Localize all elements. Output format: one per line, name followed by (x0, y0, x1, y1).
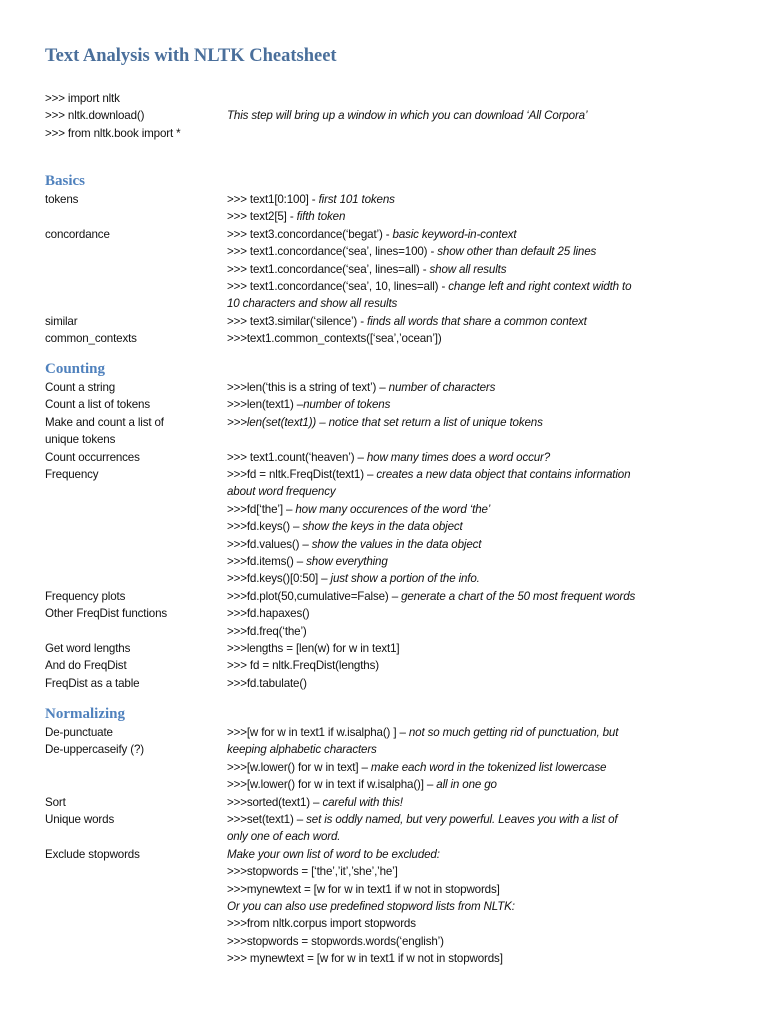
section-1-row-2-code: >>> text2[5] - (227, 210, 297, 224)
section-3-row-6-note: set is oddly named, but very powerful. Leaves you with a list of (306, 813, 618, 826)
section-2-row-13-code: >>>fd.plot(50,cumulative=False) – (227, 589, 402, 603)
intro-row-2-label: >>> nltk.download() (45, 109, 145, 123)
section-1-row-8-label: similar (45, 314, 78, 328)
section-2-row-6-code: >>>fd = nltk.FreqDist(text1) – (227, 468, 377, 481)
section-3-row-13-code: >>>stopwords = stopwords.words(‘english’) (227, 934, 444, 948)
section-3-row-8-content (227, 846, 757, 863)
section-3-row-11-note: Or you can also use predefined stopword lists from NLTK: (227, 900, 515, 913)
section-1-row-4-content (227, 243, 757, 260)
section-2-row-8-content (227, 501, 757, 518)
section-2-row-7-content (227, 483, 757, 500)
section-3-row-11-content (227, 898, 757, 915)
section-2-row-15-content (227, 623, 757, 640)
intro-row-3-label: >>> from nltk.book import * (45, 126, 181, 140)
section-2-row-18-label: FreqDist as a table (45, 676, 140, 690)
section-2-row-14-code: >>>fd.hapaxes() (227, 607, 310, 621)
section-2-row-13-content (227, 588, 757, 605)
section-2-row-11-code: >>>fd.items() – (227, 555, 307, 568)
section-3-row-6-code: >>>set(text1) – (227, 813, 307, 826)
section-2-row-15-code: >>>fd.freq(‘the’) (227, 624, 307, 638)
section-2-row-12-code: >>>fd.keys()[0:50] – (227, 572, 331, 586)
section-1-row-1-note: first 101 tokens (318, 193, 395, 206)
section-1-row-9-content (227, 330, 757, 347)
section-2-row-17-label: And do FreqDist (45, 659, 127, 673)
section-1-row-4-note: show other than default 25 lines (437, 245, 597, 259)
section-3-row-5-content (227, 794, 757, 811)
section-2-row-7-note: about word frequency (227, 485, 336, 499)
section-3-row-1-label: De-punctuate (45, 726, 113, 739)
section-1-row-1-code: >>> text1[0:100] - (227, 193, 319, 206)
section-3-row-4-code: >>>[w.lower() for w in text if w.isalpha()] – (227, 778, 437, 792)
intro-row-1-label: >>> import nltk (45, 92, 120, 105)
section-3-row-4-note: all in one go (436, 778, 497, 792)
page-title: Text Analysis with NLTK Cheatsheet (45, 46, 337, 66)
section-2-row-18-code: >>>fd.tabulate() (227, 676, 307, 690)
section-3-row-2-note: keeping alphabetic characters (227, 743, 377, 757)
section-1-row-1-label: tokens (45, 193, 79, 206)
section-3-row-7-note: only one of each word. (227, 830, 341, 844)
section-1-row-9-label: common_contexts (45, 332, 137, 346)
section-3-row-8-note: Make your own list of word to be excluded: (227, 847, 440, 861)
section-2-row-1-note: number of characters (388, 381, 496, 394)
section-2-row-9-content (227, 518, 757, 535)
section-3-row-4-content (227, 776, 757, 793)
section-3-row-6-label: Unique words (45, 813, 115, 826)
section-2-row-6-note: creates a new data object that contains information (376, 468, 631, 481)
section-1-row-5-content (227, 261, 757, 278)
section-3-row-13-content (227, 933, 757, 950)
section-1-row-6-content (227, 278, 757, 295)
section-3-row-7-content (227, 828, 757, 845)
section-3-row-2-content (227, 741, 757, 758)
section-3-row-2-label: De-uppercaseify (?) (45, 743, 144, 757)
section-1-row-6-note: change left and right context width to (448, 280, 632, 293)
section-1-row-3-content (227, 226, 757, 243)
section-2-row-2-code: >>>len(text1) – (227, 398, 304, 412)
section-1-row-7-content (227, 295, 757, 312)
section-1-row-3-label: concordance (45, 227, 110, 241)
section-3-row-1-code: >>>[w for w in text1 if w.isalpha() ] – (227, 726, 409, 739)
section-2-row-5-content (227, 449, 757, 466)
section-2-row-12-note: just show a portion of the info. (330, 572, 480, 586)
section-2-row-2-note: number of tokens (303, 398, 391, 412)
section-2-row-14-content (227, 605, 757, 622)
section-1-row-5-code: >>> text1.concordance(‘sea’, lines=all) - (227, 262, 430, 276)
section-2-row-2-label: Count a list of tokens (45, 398, 150, 412)
section-2-row-10-content (227, 536, 757, 553)
section-1-row-8-note: finds all words that share a common context (367, 314, 587, 328)
section-2-row-13-note: generate a chart of the 50 most frequent words (401, 589, 636, 603)
section-2-row-3-label: Make and count a list of (45, 415, 164, 429)
section-2-row-11-note: show everything (306, 555, 388, 568)
section-2-row-5-note: how many times does a word occur? (366, 450, 551, 464)
intro-row-2-content (227, 107, 757, 124)
section-2-row-9-note: show the keys in the data object (302, 520, 463, 534)
section-2-row-2-content (227, 396, 757, 413)
section-2-row-16-code: >>>lengths = [len(w) for w in text1] (227, 642, 400, 655)
section-1-row-2-content (227, 208, 757, 225)
section-3-row-3-note: make each word in the tokenized list lowercase (370, 760, 607, 774)
section-1-row-1-content (227, 191, 757, 208)
section-2-row-11-content (227, 553, 757, 570)
section-3-row-14-code: >>> mynewtext = [w for w in text1 if w not in stopwords] (227, 952, 503, 966)
section-2-row-1-content (227, 379, 757, 396)
section-2-row-5-label: Count occurrences (45, 450, 140, 464)
section-1-row-7-note: 10 characters and show all results (227, 297, 398, 311)
section-2-row-5-code: >>> text1.count(‘heaven’) – (227, 450, 367, 464)
section-1-row-6-code: >>> text1.concordance(‘sea’, 10, lines=all) - (227, 280, 449, 293)
section-2-row-10-code: >>>fd.values() – (227, 537, 312, 551)
section-3-row-5-note: careful with this! (322, 795, 403, 809)
section-3-row-10-code: >>>mynewtext = [w for w in text1 if w not in stopwords] (227, 882, 500, 896)
section-2-row-10-note: show the values in the data object (311, 537, 482, 551)
section-heading-normalizing: Normalizing (45, 706, 125, 722)
section-3-row-12-content (227, 915, 757, 932)
section-3-row-12-code: >>>from nltk.corpus import stopwords (227, 917, 416, 931)
section-1-row-5-note: show all results (429, 262, 507, 276)
section-heading-basics: Basics (45, 173, 86, 189)
section-2-row-8-note: how many occurences of the word ‘the’ (295, 502, 491, 516)
section-3-row-1-content (227, 724, 757, 741)
section-1-row-4-code: >>> text1.concordance(‘sea’, lines=100) - (227, 245, 438, 259)
section-2-row-18-content (227, 675, 757, 692)
section-2-row-8-code: >>>fd[‘the’] – (227, 502, 296, 516)
section-2-row-3-note: >>>len(set(text1)) – notice that set return a list of unique tokens (227, 415, 543, 429)
section-3-row-14-content (227, 950, 757, 967)
section-3-row-1-note: not so much getting rid of punctuation, but (408, 726, 619, 739)
section-1-row-2-note: fifth token (296, 210, 346, 224)
section-3-row-6-content (227, 811, 757, 828)
section-3-row-9-code: >>>stopwords = [‘the’,’it’,’she’,’he’] (227, 865, 398, 879)
section-1-row-8-code: >>> text3.similar(‘silence’) - (227, 314, 367, 328)
section-2-row-6-content (227, 466, 757, 483)
section-3-row-5-label: Sort (45, 795, 66, 809)
section-2-row-16-content (227, 640, 757, 657)
section-2-row-9-code: >>>fd.keys() – (227, 520, 303, 534)
section-2-row-17-code: >>> fd = nltk.FreqDist(lengths) (227, 659, 379, 673)
section-2-row-13-label: Frequency plots (45, 589, 126, 603)
section-2-row-12-content (227, 570, 757, 587)
section-1-row-8-content (227, 313, 757, 330)
section-1-row-3-code: >>> text3.concordance(‘begat’) - (227, 227, 393, 241)
section-3-row-8-label: Exclude stopwords (45, 847, 140, 861)
section-3-row-9-content (227, 863, 757, 880)
section-2-row-1-code: >>>len(‘this is a string of text’) – (227, 381, 389, 394)
section-3-row-5-code: >>>sorted(text1) – (227, 795, 323, 809)
section-2-row-17-content (227, 657, 757, 674)
section-3-row-10-content (227, 881, 757, 898)
intro-row-2-note: This step will bring up a window in which you can download ‘All Corpora’ (227, 109, 588, 123)
section-2-row-3-content (227, 414, 757, 431)
section-2-row-6-label: Frequency (45, 468, 99, 481)
section-2-row-16-label: Get word lengths (45, 642, 131, 655)
section-3-row-3-content (227, 759, 757, 776)
section-2-row-4-label: unique tokens (45, 433, 116, 447)
section-3-row-3-code: >>>[w.lower() for w in text] – (227, 760, 371, 774)
section-2-row-1-label: Count a string (45, 381, 116, 394)
section-1-row-3-note: basic keyword-in-context (392, 227, 517, 241)
section-heading-counting: Counting (45, 361, 106, 377)
section-1-row-9-code: >>>text1.common_contexts([‘sea’,’ocean’]) (227, 332, 442, 346)
section-2-row-14-label: Other FreqDist functions (45, 607, 168, 621)
